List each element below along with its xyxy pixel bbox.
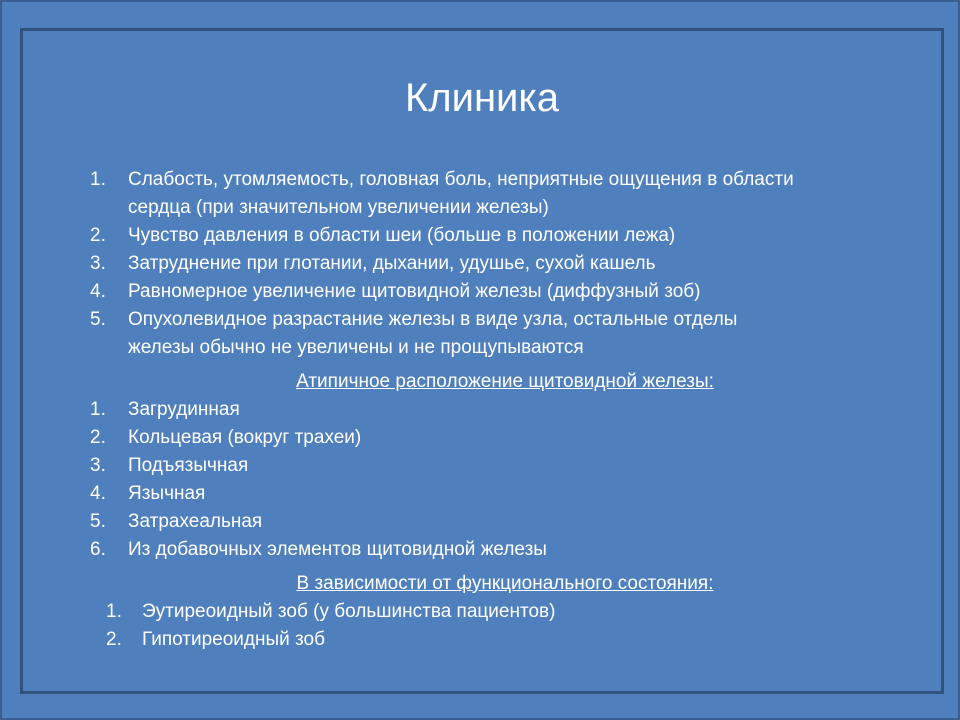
clinical-list bbox=[90, 166, 850, 362]
list-item-text: Загрудинная bbox=[128, 399, 240, 420]
list-item-number: 2. bbox=[90, 427, 106, 448]
list-item bbox=[90, 250, 850, 278]
list-item bbox=[90, 452, 850, 480]
list-item-number: 1. bbox=[90, 399, 106, 420]
list-item bbox=[90, 626, 850, 654]
list-item bbox=[90, 396, 850, 424]
list-item-text: Гипотиреоидный зоб bbox=[142, 629, 325, 650]
list-item bbox=[90, 166, 850, 222]
slide-content bbox=[90, 166, 850, 654]
atypical-list bbox=[90, 396, 850, 564]
list-item-number: 2. bbox=[90, 225, 106, 246]
list-item bbox=[90, 424, 850, 452]
list-item-text: Из добавочных элементов щитовидной железы bbox=[128, 539, 547, 560]
list-item-number: 1. bbox=[106, 601, 122, 622]
atypical-heading: Атипичное расположение щитовидной железы: bbox=[296, 371, 714, 392]
list-item bbox=[90, 306, 850, 362]
list-item-text: Язычная bbox=[128, 483, 206, 504]
list-item-number: 6. bbox=[90, 539, 106, 560]
list-item-number: 1. bbox=[90, 169, 106, 190]
list-item-number: 3. bbox=[90, 455, 106, 476]
list-item-text: Опухолевидное разрастание железы в виде узла, остальные отделы bbox=[128, 309, 738, 330]
list-item bbox=[90, 222, 850, 250]
list-item-text: Затрахеальная bbox=[128, 511, 263, 532]
list-item bbox=[90, 278, 850, 306]
list-item-text: Слабость, утомляемость, головная боль, неприятные ощущения в области bbox=[128, 169, 794, 190]
list-item-text: Подъязычная bbox=[128, 455, 249, 476]
list-item-text: Равномерное увеличение щитовидной железы (диффузный зоб) bbox=[128, 281, 701, 302]
list-item-number: 2. bbox=[106, 629, 122, 650]
slide-title: Клиника bbox=[404, 76, 560, 120]
list-item-number: 3. bbox=[90, 253, 106, 274]
list-item-text: Кольцевая (вокруг трахеи) bbox=[128, 427, 362, 448]
list-item-text-continued: железы обычно не увеличены и не прощупываются bbox=[128, 337, 584, 358]
list-item bbox=[90, 598, 850, 626]
list-item-text: Чувство давления в области шеи (больше в положении лежа) bbox=[128, 225, 676, 246]
list-item bbox=[90, 536, 850, 564]
list-item bbox=[90, 508, 850, 536]
list-item-number: 5. bbox=[90, 309, 106, 330]
list-item-number: 4. bbox=[90, 281, 106, 302]
list-item-text-continued: сердца (при значительном увеличении железы) bbox=[128, 197, 549, 218]
list-item-number: 4. bbox=[90, 483, 106, 504]
list-item bbox=[90, 480, 850, 508]
list-item-text: Затруднение при глотании, дыхании, удушье, сухой кашель bbox=[128, 253, 656, 274]
list-item-text: Эутиреоидный зоб (у большинства пациентов) bbox=[142, 601, 556, 622]
functional-list bbox=[90, 598, 850, 654]
functional-heading: В зависимости от функционального состояния: bbox=[296, 573, 714, 594]
list-item-number: 5. bbox=[90, 511, 106, 532]
